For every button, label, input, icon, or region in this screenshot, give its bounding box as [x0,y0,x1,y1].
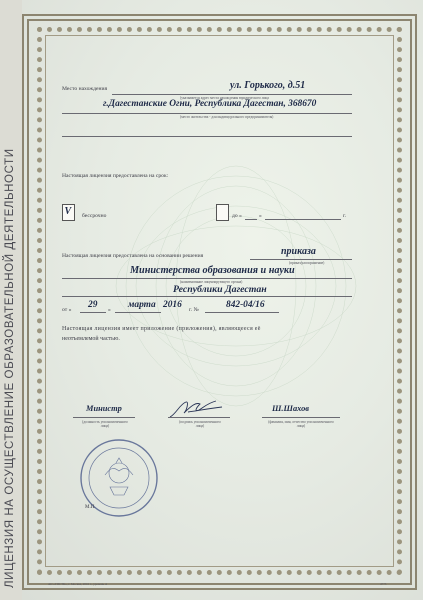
signer-position-rule [73,417,135,418]
vertical-title: ЛИЦЕНЗИЯ НА ОСУЩЕСТВЛЕНИЕ ОБРАЗОВАТЕЛЬНОЙ ДЕЯТЕЛЬНОСТИ [4,148,16,588]
basis-doc-type: приказа [281,246,316,257]
basis-doc-type-rule [250,259,352,260]
basis-authority-2: Республики Дагестан [173,284,267,295]
location-street-caption: (указывается адрес места нахождения юридического лица [180,96,269,100]
basis-number: 842-04/16 [226,300,265,310]
basis-authority-1: Министерства образования и науки [130,265,295,276]
basis-year: 2016 [163,300,182,310]
signer-position-caption: (должность уполномоченного лица) [82,420,128,428]
appendix-text-2: неотъемлемой частью. [62,336,120,342]
signer-name-caption: (фамилия, имя, отчество уполномоченного лица) [268,420,334,428]
basis-authority-caption: (наименование лицензирующего органа) [180,280,243,284]
term-until-label: до « [232,213,242,219]
basis-day: 29 [88,300,98,310]
appendix-text-1: Настоящая лицензия имеет приложение (приложения), являющееся её [62,326,261,332]
signature-image [166,396,226,422]
location-city-caption: (место жительства - для индивидуального предпринимателя) [180,115,274,119]
basis-authority-rule-1 [62,278,352,279]
signer-name-rule [262,417,340,418]
location-label: Место нахождения [62,86,108,92]
location-city: г.Дагестанские Огни, Республика Дагестан, 368670 [103,99,317,109]
location-rule-1 [112,94,352,95]
term-unlimited-checkbox [62,204,75,221]
basis-authority-rule-2 [62,296,352,297]
term-until-end: г. [343,213,347,219]
term-until-mid: » [259,213,262,219]
signer-position: Министр [86,404,122,413]
term-until-checkbox [216,204,229,221]
basis-quote-close: » [108,307,111,313]
seal-mp: М.П. [85,505,96,510]
term-label: Настоящая лицензия предоставлена на срок: [62,173,169,179]
basis-from-label: от « [62,307,72,313]
basis-month-rule [115,312,161,313]
term-unlimited-label: бессрочно [82,213,107,219]
signature-rule [168,417,230,418]
left-band [0,0,22,600]
term-until-day-rule [245,219,257,220]
location-street: ул. Горького, д.51 [230,80,306,91]
basis-month: марта [128,300,156,310]
basis-day-rule [80,312,106,313]
signature-caption: (подпись уполномоченного лица) [179,420,221,428]
term-unlimited-mark: V [64,206,72,217]
basis-label: Настоящая лицензия предоставлена на основании решения [62,253,204,259]
signer-name: Ш.Шахов [272,404,310,413]
footer-number: 4773 [380,582,387,586]
basis-number-rule [205,312,279,313]
term-until-date-rule [265,219,341,220]
location-rule-3 [62,136,352,137]
basis-doc-type-caption: (приказ/распоряжение) [289,261,325,265]
location-rule-2 [62,113,352,114]
footer-printer: АО «ГИСТК», г. Москва, 2016 г., уровень А [48,582,108,586]
basis-year-suffix: г. № [189,307,199,313]
